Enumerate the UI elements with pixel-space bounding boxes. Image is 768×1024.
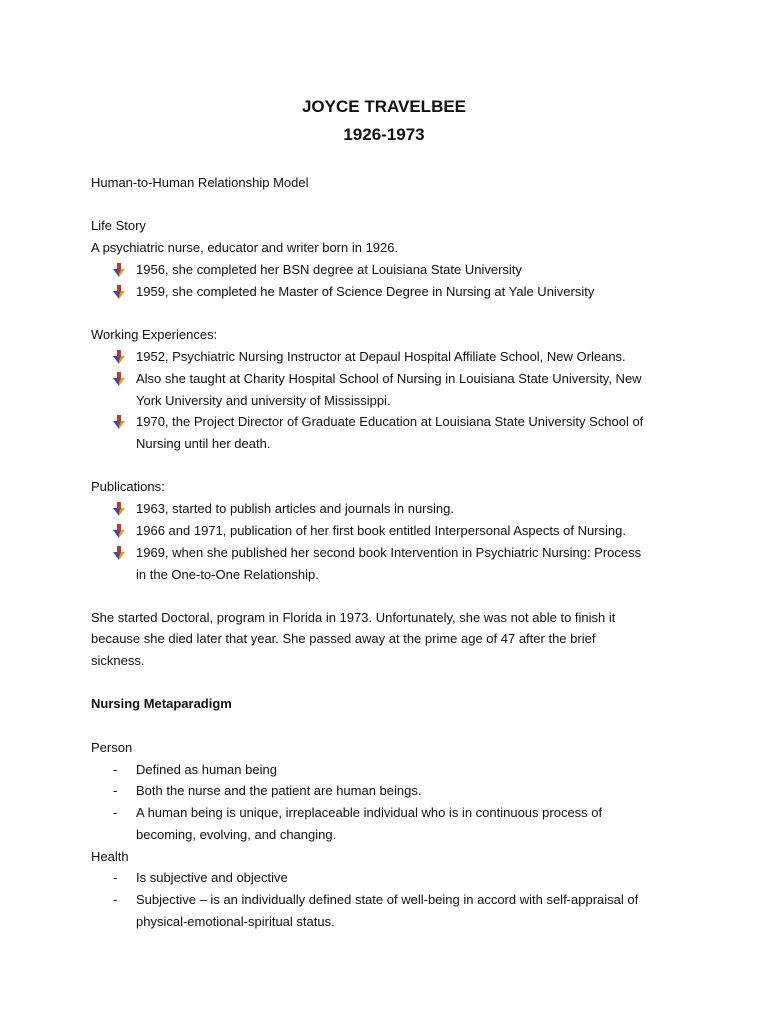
arrow-bullet-icon — [113, 350, 125, 364]
life-story-intro: A psychiatric nurse, educator and writer born in 1926. — [91, 240, 399, 255]
working-heading: Working Experiences: — [91, 327, 218, 342]
paragraph-line: She started Doctoral, program in Florida in 1973. Unfortunately, she was not able to finish it — [91, 610, 616, 625]
list-item-continued: physical-emotional-spiritual status. — [136, 914, 335, 929]
list-item-continued: Nursing until her death. — [136, 436, 271, 451]
list-item: 1956, she completed her BSN degree at Louisiana State University — [136, 262, 522, 277]
list-item: Subjective – is an individually defined state of well-being in accord with self-appraisal of — [136, 892, 639, 907]
document-years: 1926-1973 — [343, 125, 425, 144]
list-item-continued: York University and university of Mississippi. — [136, 393, 391, 408]
list-item: 1969, when she published her second book Intervention in Psychiatric Nursing: Process — [136, 545, 642, 560]
dash-bullet: - — [113, 783, 118, 798]
paragraph-line: sickness. — [91, 653, 145, 668]
list-item: 1963, started to publish articles and journals in nursing. — [136, 501, 454, 516]
arrow-bullet-icon — [113, 263, 125, 277]
model-name: Human-to-Human Relationship Model — [91, 175, 309, 190]
list-item-continued: becoming, evolving, and changing. — [136, 827, 337, 842]
arrow-bullet-icon — [113, 415, 125, 429]
metaparadigm-heading: Nursing Metaparadigm — [91, 696, 232, 711]
dash-bullet: - — [113, 892, 118, 907]
list-item: Defined as human being — [136, 762, 277, 777]
list-item: 1966 and 1971, publication of her first book entitled Interpersonal Aspects of Nursing. — [136, 523, 626, 538]
dash-bullet: - — [113, 762, 118, 777]
list-item: 1970, the Project Director of Graduate Education at Louisiana State University School of — [136, 414, 644, 429]
person-heading: Person — [91, 740, 133, 755]
list-item: Also she taught at Charity Hospital School of Nursing in Louisiana State University, New — [136, 371, 642, 386]
list-item: 1959, she completed he Master of Science Degree in Nursing at Yale University — [136, 284, 595, 299]
list-item: Both the nurse and the patient are human beings. — [136, 783, 422, 798]
arrow-bullet-icon — [113, 372, 125, 386]
list-item-continued: in the One-to-One Relationship. — [136, 567, 319, 582]
publications-heading: Publications: — [91, 479, 165, 494]
dash-bullet: - — [113, 870, 118, 885]
paragraph-line: because she died later that year. She passed away at the prime age of 47 after the brief — [91, 631, 596, 646]
health-heading: Health — [91, 849, 129, 864]
dash-bullet: - — [113, 805, 118, 820]
list-item: A human being is unique, irreplaceable individual who is in continuous process of — [136, 805, 603, 820]
arrow-bullet-icon — [113, 546, 125, 560]
document-title: JOYCE TRAVELBEE — [301, 97, 467, 116]
arrow-bullet-icon — [113, 285, 125, 299]
arrow-bullet-icon — [113, 502, 125, 516]
arrow-bullet-icon — [113, 524, 125, 538]
list-item: Is subjective and objective — [136, 870, 288, 885]
list-item: 1952, Psychiatric Nursing Instructor at Depaul Hospital Affiliate School, New Orleans. — [136, 349, 626, 364]
life-story-heading: Life Story — [91, 218, 146, 233]
